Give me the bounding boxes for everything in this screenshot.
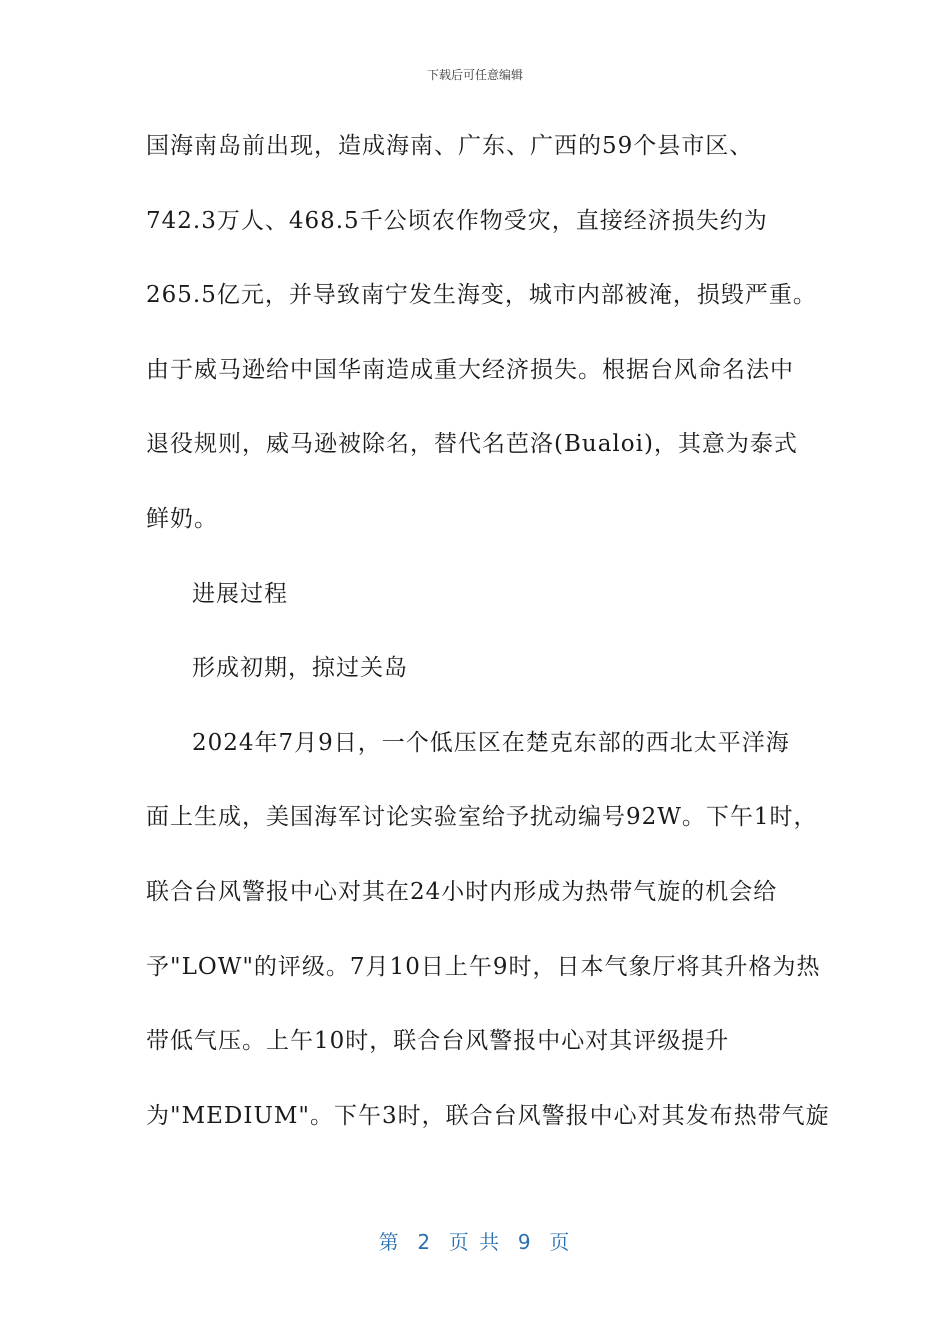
paragraph-line: 退役规则，威马逊被除名，替代名芭洛(Bualoi)，其意为泰式 <box>146 431 798 458</box>
paragraph-line: 面上生成，美国海军讨论实验室给予扰动编号92W。下午1时， <box>146 804 818 831</box>
page-number-label: 第 2 页 共 9 页 <box>378 1230 572 1254</box>
paragraph-line: 742.3万人、468.5千公顷农作物受灾，直接经济损失约为 <box>146 207 768 234</box>
paragraph-line: 予"LOW"的评级。7月10日上午9时，日本气象厅将其升格为热 <box>146 953 821 980</box>
paragraph-line: 为"MEDIUM"。下午3时，联合台风警报中心对其发布热带气旋 <box>146 1102 830 1129</box>
download-note: 下载后可任意编辑 <box>426 68 523 82</box>
paragraph-line: 鲜奶。 <box>146 505 218 532</box>
subsection-heading: 形成初期，掠过关岛 <box>192 655 408 682</box>
page-number <box>0 1226 950 1255</box>
paragraph-line: 265.5亿元，并导致南宁发生海变，城市内部被淹，损毁严重。 <box>146 282 817 309</box>
paragraph-line: 国海南岛前出现，造成海南、广东、广西的59个县市区、 <box>146 133 754 159</box>
paragraph-line: 带低气压。上午10时，联合台风警报中心对其评级提升 <box>146 1028 730 1055</box>
paragraph-line: 2024年7月9日，一个低压区在楚克东部的西北太平洋海 <box>192 729 790 756</box>
document-body <box>146 128 830 1172</box>
paragraph-line: 联合台风警报中心对其在24小时内形成为热带气旋的机会给 <box>146 878 778 905</box>
section-heading: 进展过程 <box>192 580 288 607</box>
paragraph-line: 由于威马逊给中国华南造成重大经济损失。根据台风命名法中 <box>146 356 794 383</box>
